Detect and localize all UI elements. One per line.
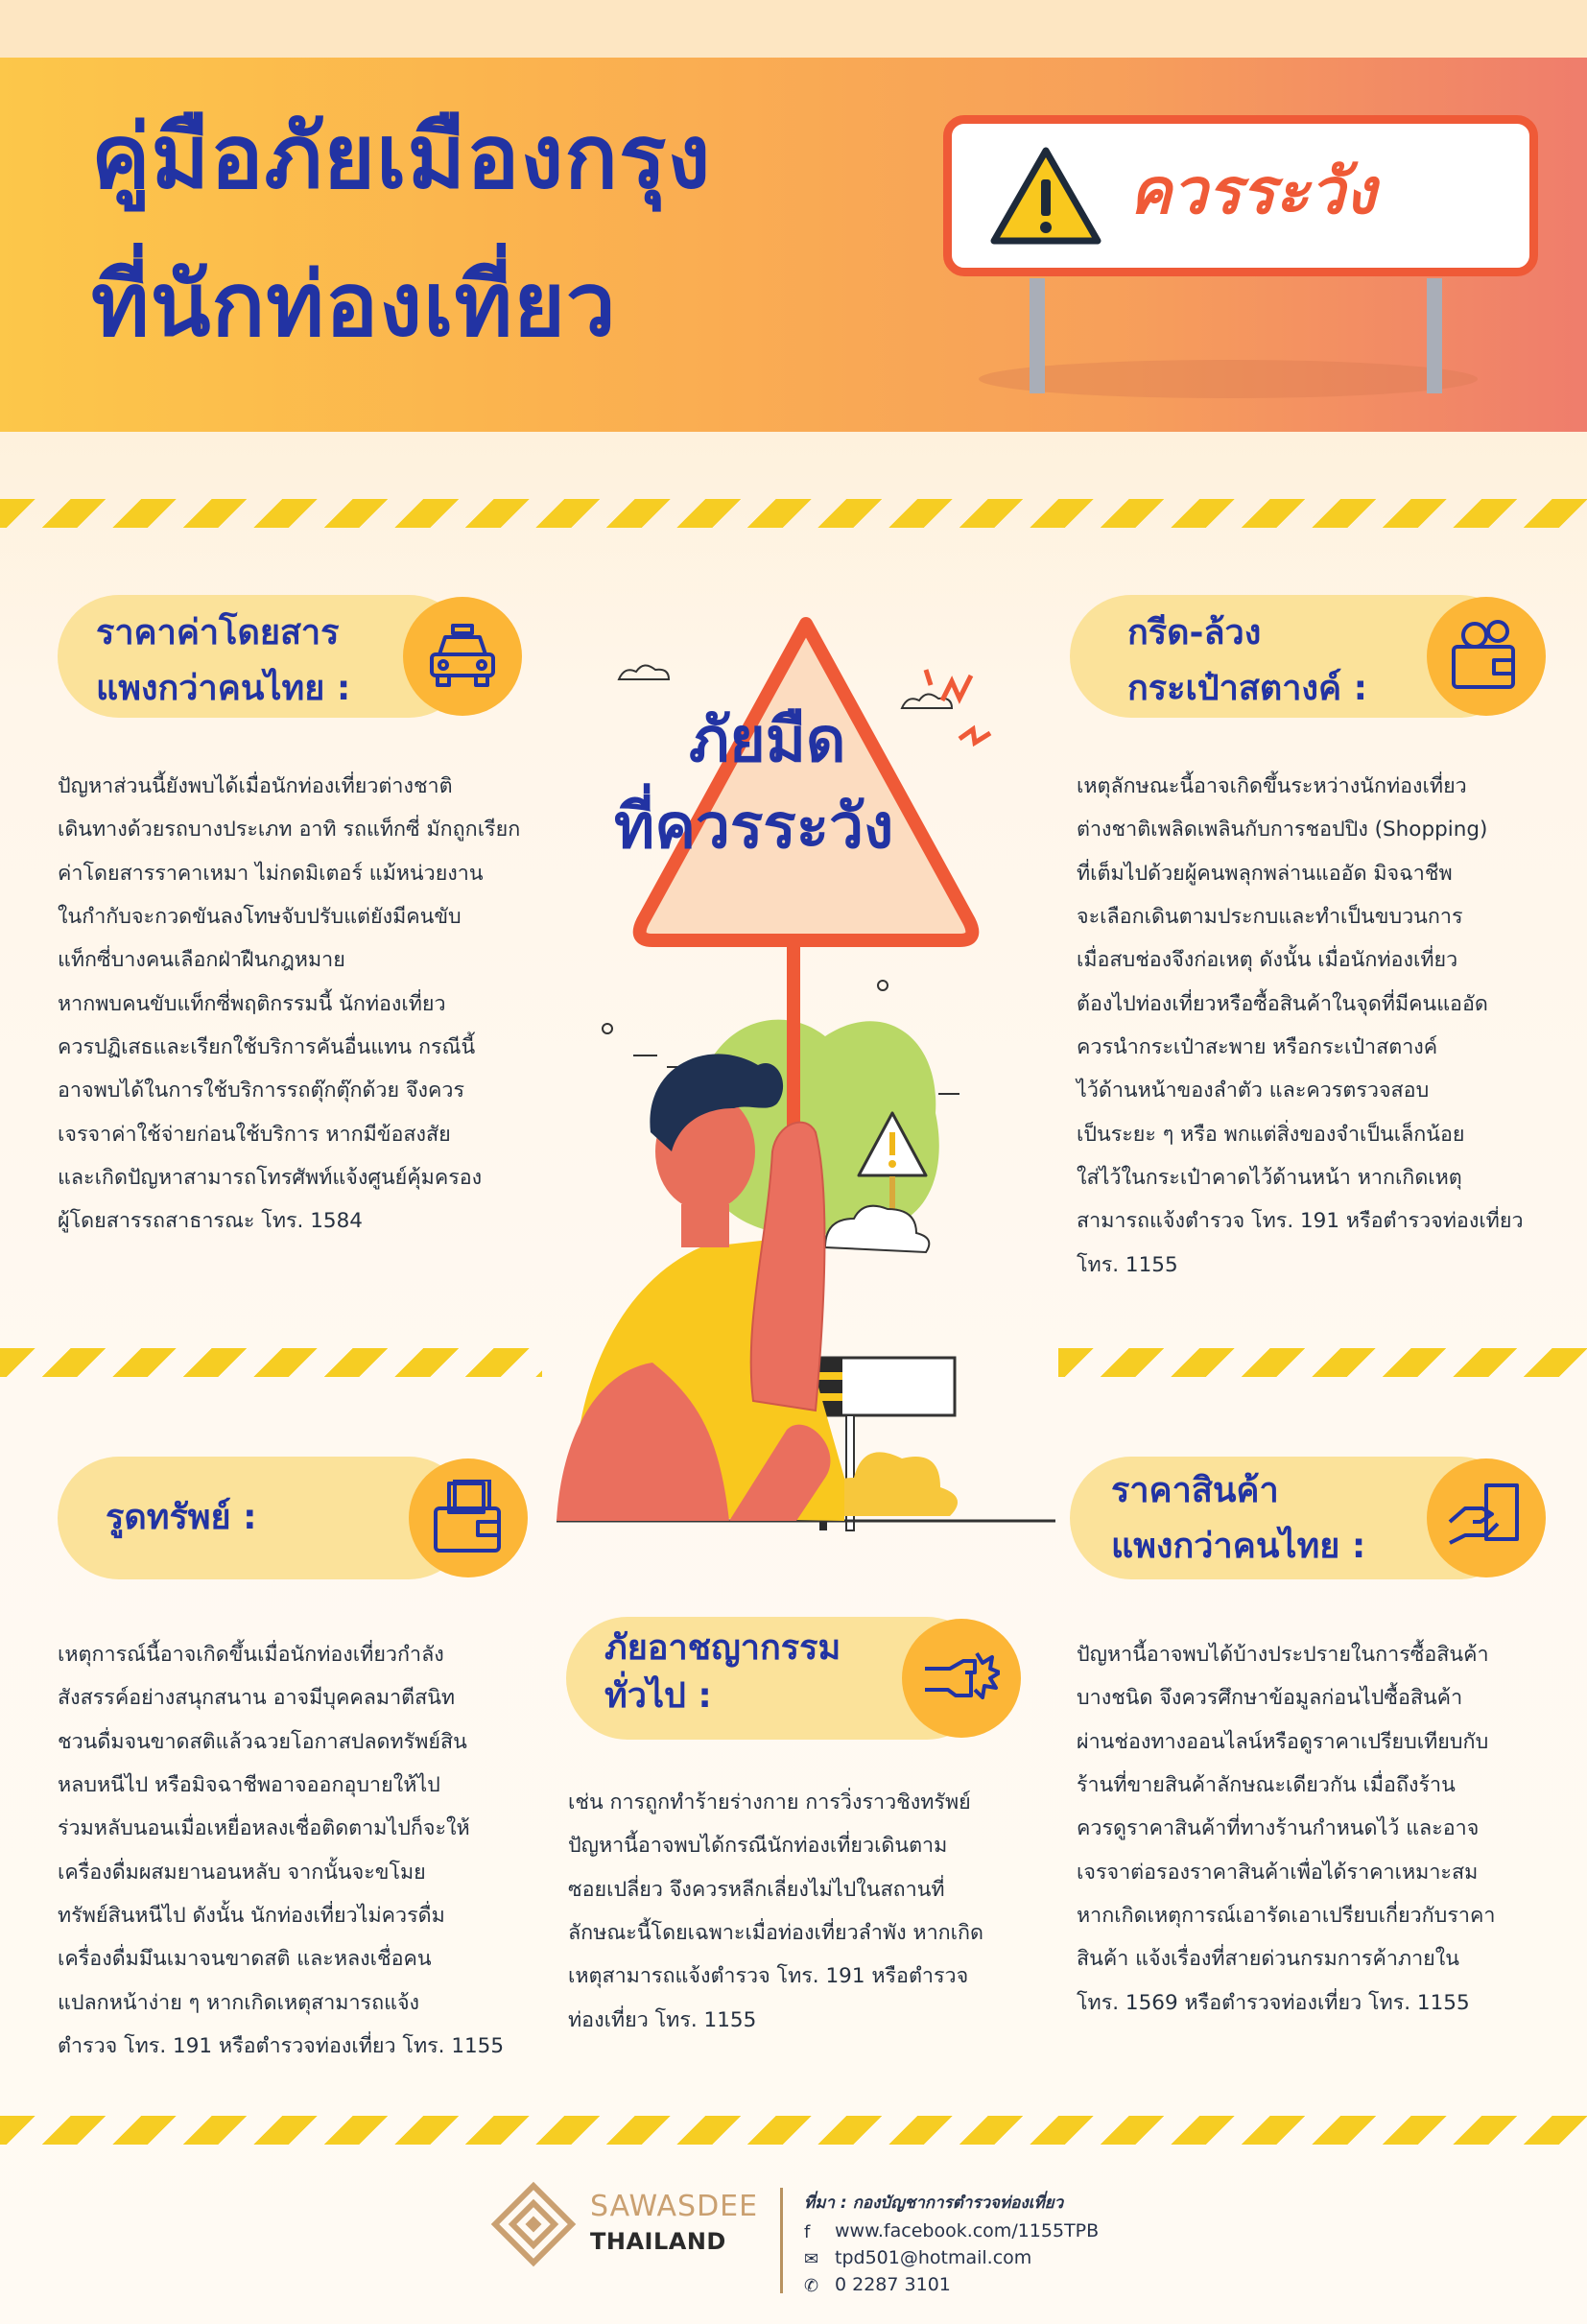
crime-line: ซอยเปลี่ยว จึงควรหลีกเลี่ยงไม่ไปในสถานที่	[568, 1878, 945, 1902]
crime-line: เช่น การถูกทำร้ายร่างกาย การวิ่งราวชิงทรัพย์	[568, 1790, 971, 1814]
price-line: เจรจาต่อรองราคาสินค้าเพื่อได้ราคาเหมาะสม	[1077, 1861, 1479, 1885]
price-line: ควรดูราคาสินค้าที่ทางร้านกำหนดไว้ และอาจ	[1077, 1816, 1480, 1840]
main-title-line1: คู่มือภัยเมืองกรุง	[91, 106, 712, 208]
taxi-label-line1: ราคาค่าโดยสาร	[96, 613, 340, 652]
taxi-line: ผู้โดยสารรถสาธารณะ โทร. 1584	[58, 1209, 363, 1233]
crime-line: ปัญหานี้อาจพบได้กรณีนักท่องเที่ยวเดินตาม	[568, 1834, 948, 1858]
pickpocket-line: ที่เต็มไปด้วยผู้คนพลุกพล่านแออัด มิจฉาชีพ	[1077, 862, 1453, 886]
divider-stripe-mid-right	[1058, 1348, 1587, 1377]
pickpocket-label-line1: กรีด-ล้วง	[1127, 613, 1262, 652]
crime-icon-circle	[902, 1619, 1021, 1738]
price-line: หากเกิดเหตุการณ์เอารัดเอาเปรียบเกี่ยวกับราคา	[1077, 1904, 1496, 1928]
taxi-icon-circle	[403, 597, 522, 716]
robbery-line: เครื่องดื่มมึนเมาจนขาดสติ และหลงเชื่อคน	[58, 1947, 432, 1971]
pickpocket-line: ต้องไปท่องเที่ยวหรือซื้อสินค้าในจุดที่มีคนแออัด	[1077, 992, 1488, 1016]
pickpocket-line: เมื่อสบช่องจึงก่อเหตุ ดังนั้น เมื่อนักท่องเที่ยว	[1077, 948, 1458, 972]
price-line: ร้านที่ขายสินค้าลักษณะเดียวกัน เมื่อถึงร้าน	[1077, 1773, 1456, 1797]
facebook-icon: f	[804, 2222, 811, 2242]
taxi-line: แท็กซี่บางคนเลือกฝ่าฝืนกฎหมาย	[58, 948, 345, 972]
pickpocket-line: โทร. 1155	[1077, 1253, 1178, 1277]
robbery-line: ทรัพย์สินหนีไป ดังนั้น นักท่องเที่ยวไม่ควรดื่ม	[58, 1904, 445, 1928]
main-title-line2: ที่นักท่องเที่ยว	[91, 253, 617, 356]
taxi-line: และเกิดปัญหาสามารถโทรศัพท์แจ้งศูนย์คุ้มครอง	[58, 1166, 483, 1190]
sawasdee-logo-icon	[489, 2180, 578, 2268]
crime-line: เหตุสามารถแจ้งตำรวจ โทร. 191 หรือตำรวจ	[568, 1964, 969, 1988]
robbery-label-line1: รูดทรัพย์ :	[106, 1498, 257, 1537]
caution-sign	[943, 115, 1538, 276]
taxi-line: หากพบคนขับแท็กซี่พฤติกรรมนี้ นักท่องเที่ยว	[58, 992, 446, 1016]
price-line: โทร. 1569 หรือตำรวจท่องเที่ยว โทร. 1155	[1077, 1991, 1470, 2015]
footer-divider	[780, 2188, 783, 2293]
footer-facebook[interactable]: www.facebook.com/1155TPB	[835, 2220, 1100, 2241]
robbery-line: ชวนดื่มจนขาดสติแล้วฉวยโอกาสปลดทรัพย์สิน	[58, 1730, 467, 1754]
pickpocket-line: ควรนำกระเป๋าสะพาย หรือกระเป๋าสตางค์	[1077, 1035, 1438, 1059]
crime-label-line2: ทั่วไป :	[604, 1676, 712, 1716]
footer-source: ที่มา : กองบัญชาการตำรวจท่องเที่ยว	[804, 2194, 1064, 2213]
pickpocket-line: ไว้ด้านหน้าของลำตัว และควรตรวจสอบ	[1077, 1079, 1430, 1103]
robbery-icon-circle	[409, 1458, 528, 1577]
warning-triangle-icon	[988, 145, 1103, 249]
phone-icon: ✆	[804, 2276, 819, 2296]
taxi-line: เจรจาค่าใช้จ่ายก่อนใช้บริการ หากมีข้อสงสัย	[58, 1123, 451, 1147]
sign-post-left	[1030, 278, 1045, 393]
hand-money-icon	[1448, 1480, 1525, 1556]
pickpocket-line: สามารถแจ้งตำรวจ โทร. 191 หรือตำรวจท่องเที่ยว	[1077, 1209, 1524, 1233]
brand-name-line1: SAWASDEE	[590, 2190, 759, 2223]
sign-post-right	[1427, 278, 1442, 393]
pickpocket-label-line2: กระเป๋าสตางค์ :	[1127, 669, 1367, 708]
pickpocket-line: เหตุลักษณะนี้อาจเกิดขึ้นระหว่างนักท่องเที่ยว	[1077, 774, 1467, 798]
center-title-line2: ที่ควรระวัง	[614, 792, 894, 863]
taxi-line: ค่าโดยสารราคาเหมา ไม่กดมิเตอร์ แม้หน่วยงาน	[58, 862, 484, 886]
price-line: สินค้า แจ้งเรื่องที่สายด่วนกรมการค้าภายใน	[1077, 1947, 1459, 1971]
footer-email[interactable]: tpd501@hotmail.com	[835, 2247, 1032, 2268]
pickpocket-line: เป็นระยะ ๆ หรือ พกแต่สิ่งของจำเป็นเล็กน้อย	[1077, 1123, 1465, 1147]
taxi-line: ควรปฏิเสธและเรียกใช้บริการคันอื่นแทน กรณีนี้	[58, 1035, 476, 1059]
price-line: ผ่านช่องทางออนไลน์หรือดูราคาเปรียบเทียบกับ	[1077, 1730, 1489, 1754]
punch-icon	[923, 1640, 1000, 1717]
taxi-label-line2: แพงกว่าคนไทย :	[96, 669, 351, 708]
taxi-line: อาจพบได้ในการใช้บริการรถตุ๊กตุ๊กด้วย จึงควร	[58, 1079, 465, 1103]
center-title-line1: ภัยมืด	[689, 705, 846, 776]
pickpocket-line: ใส่ไว้ในกระเป๋าคาดไว้ด้านหน้า หากเกิดเหตุ	[1077, 1166, 1462, 1190]
brand-name-line2: THAILAND	[590, 2228, 726, 2255]
crime-line: ท่องเที่ยว โทร. 1155	[568, 2008, 757, 2032]
price-icon-circle	[1427, 1458, 1546, 1577]
sign-shadow	[979, 360, 1478, 398]
wallet-cash-icon	[430, 1480, 507, 1556]
robbery-line: หลบหนีไป หรือมิจฉาชีพอาจออกอุบายให้ไป	[58, 1773, 440, 1797]
robbery-line: ตำรวจ โทร. 191 หรือตำรวจท่องเที่ยว โทร. 1155	[58, 2034, 505, 2058]
pickpocket-line: จะเลือกเดินตามประกบและทำเป็นขบวนการ	[1077, 905, 1463, 929]
taxi-icon	[424, 618, 501, 695]
divider-stripe-top	[0, 499, 1587, 528]
crime-label-line1: ภัยอาชญากรรม	[604, 1628, 841, 1668]
email-icon: ✉	[804, 2249, 819, 2269]
taxi-line: ในกำกับจะกวดขันลงโทษจับปรับแต่ยังมีคนขับ	[58, 905, 462, 929]
robbery-line: สังสรรค์อย่างสนุกสนาน อาจมีบุคคลมาตีสนิท	[58, 1686, 456, 1710]
pickpocket-icon-circle	[1427, 597, 1546, 716]
robbery-line: ร่วมหลับนอนเมื่อเหยื่อหลงเชื่อติดตามไปก็จะให้	[58, 1816, 470, 1840]
robbery-line: แปลกหน้าง่าย ๆ หากเกิดเหตุสามารถแจ้ง	[58, 1991, 420, 2015]
robbery-line: เครื่องดื่มผสมยานอนหลับ จากนั้นจะขโมย	[58, 1861, 426, 1885]
divider-stripe-bottom	[0, 2116, 1587, 2145]
wallet-coins-icon	[1448, 618, 1525, 695]
price-line: ปัญหานี้อาจพบได้บ้างประปรายในการซื้อสินค้า	[1077, 1643, 1489, 1667]
robbery-line: เหตุการณ์นี้อาจเกิดขึ้นเมื่อนักท่องเที่ยวกำลัง	[58, 1643, 444, 1667]
sign-text: ควรระวัง	[1129, 154, 1376, 228]
price-label-line2: แพงกว่าคนไทย :	[1111, 1527, 1366, 1566]
taxi-line: เดินทางด้วยรถบางประเภท อาทิ รถแท็กซี่ มักถูกเรียก	[58, 818, 521, 842]
crime-line: ลักษณะนี้โดยเฉพาะเมื่อท่องเที่ยวลำพัง หากเกิด	[568, 1921, 984, 1945]
footer-phone: 0 2287 3101	[835, 2274, 951, 2295]
pickpocket-line: ต่างชาติเพลิดเพลินกับการชอปปิง (Shopping)	[1077, 818, 1488, 842]
price-line: บางชนิด จึงควรศึกษาข้อมูลก่อนไปซื้อสินค้า	[1077, 1686, 1463, 1710]
taxi-line: ปัญหาส่วนนี้ยังพบได้เมื่อนักท่องเที่ยวต่างชาติ	[58, 774, 453, 798]
price-label-line1: ราคาสินค้า	[1111, 1471, 1279, 1510]
top-strip	[0, 0, 1587, 58]
divider-stripe-mid-left	[0, 1348, 542, 1377]
